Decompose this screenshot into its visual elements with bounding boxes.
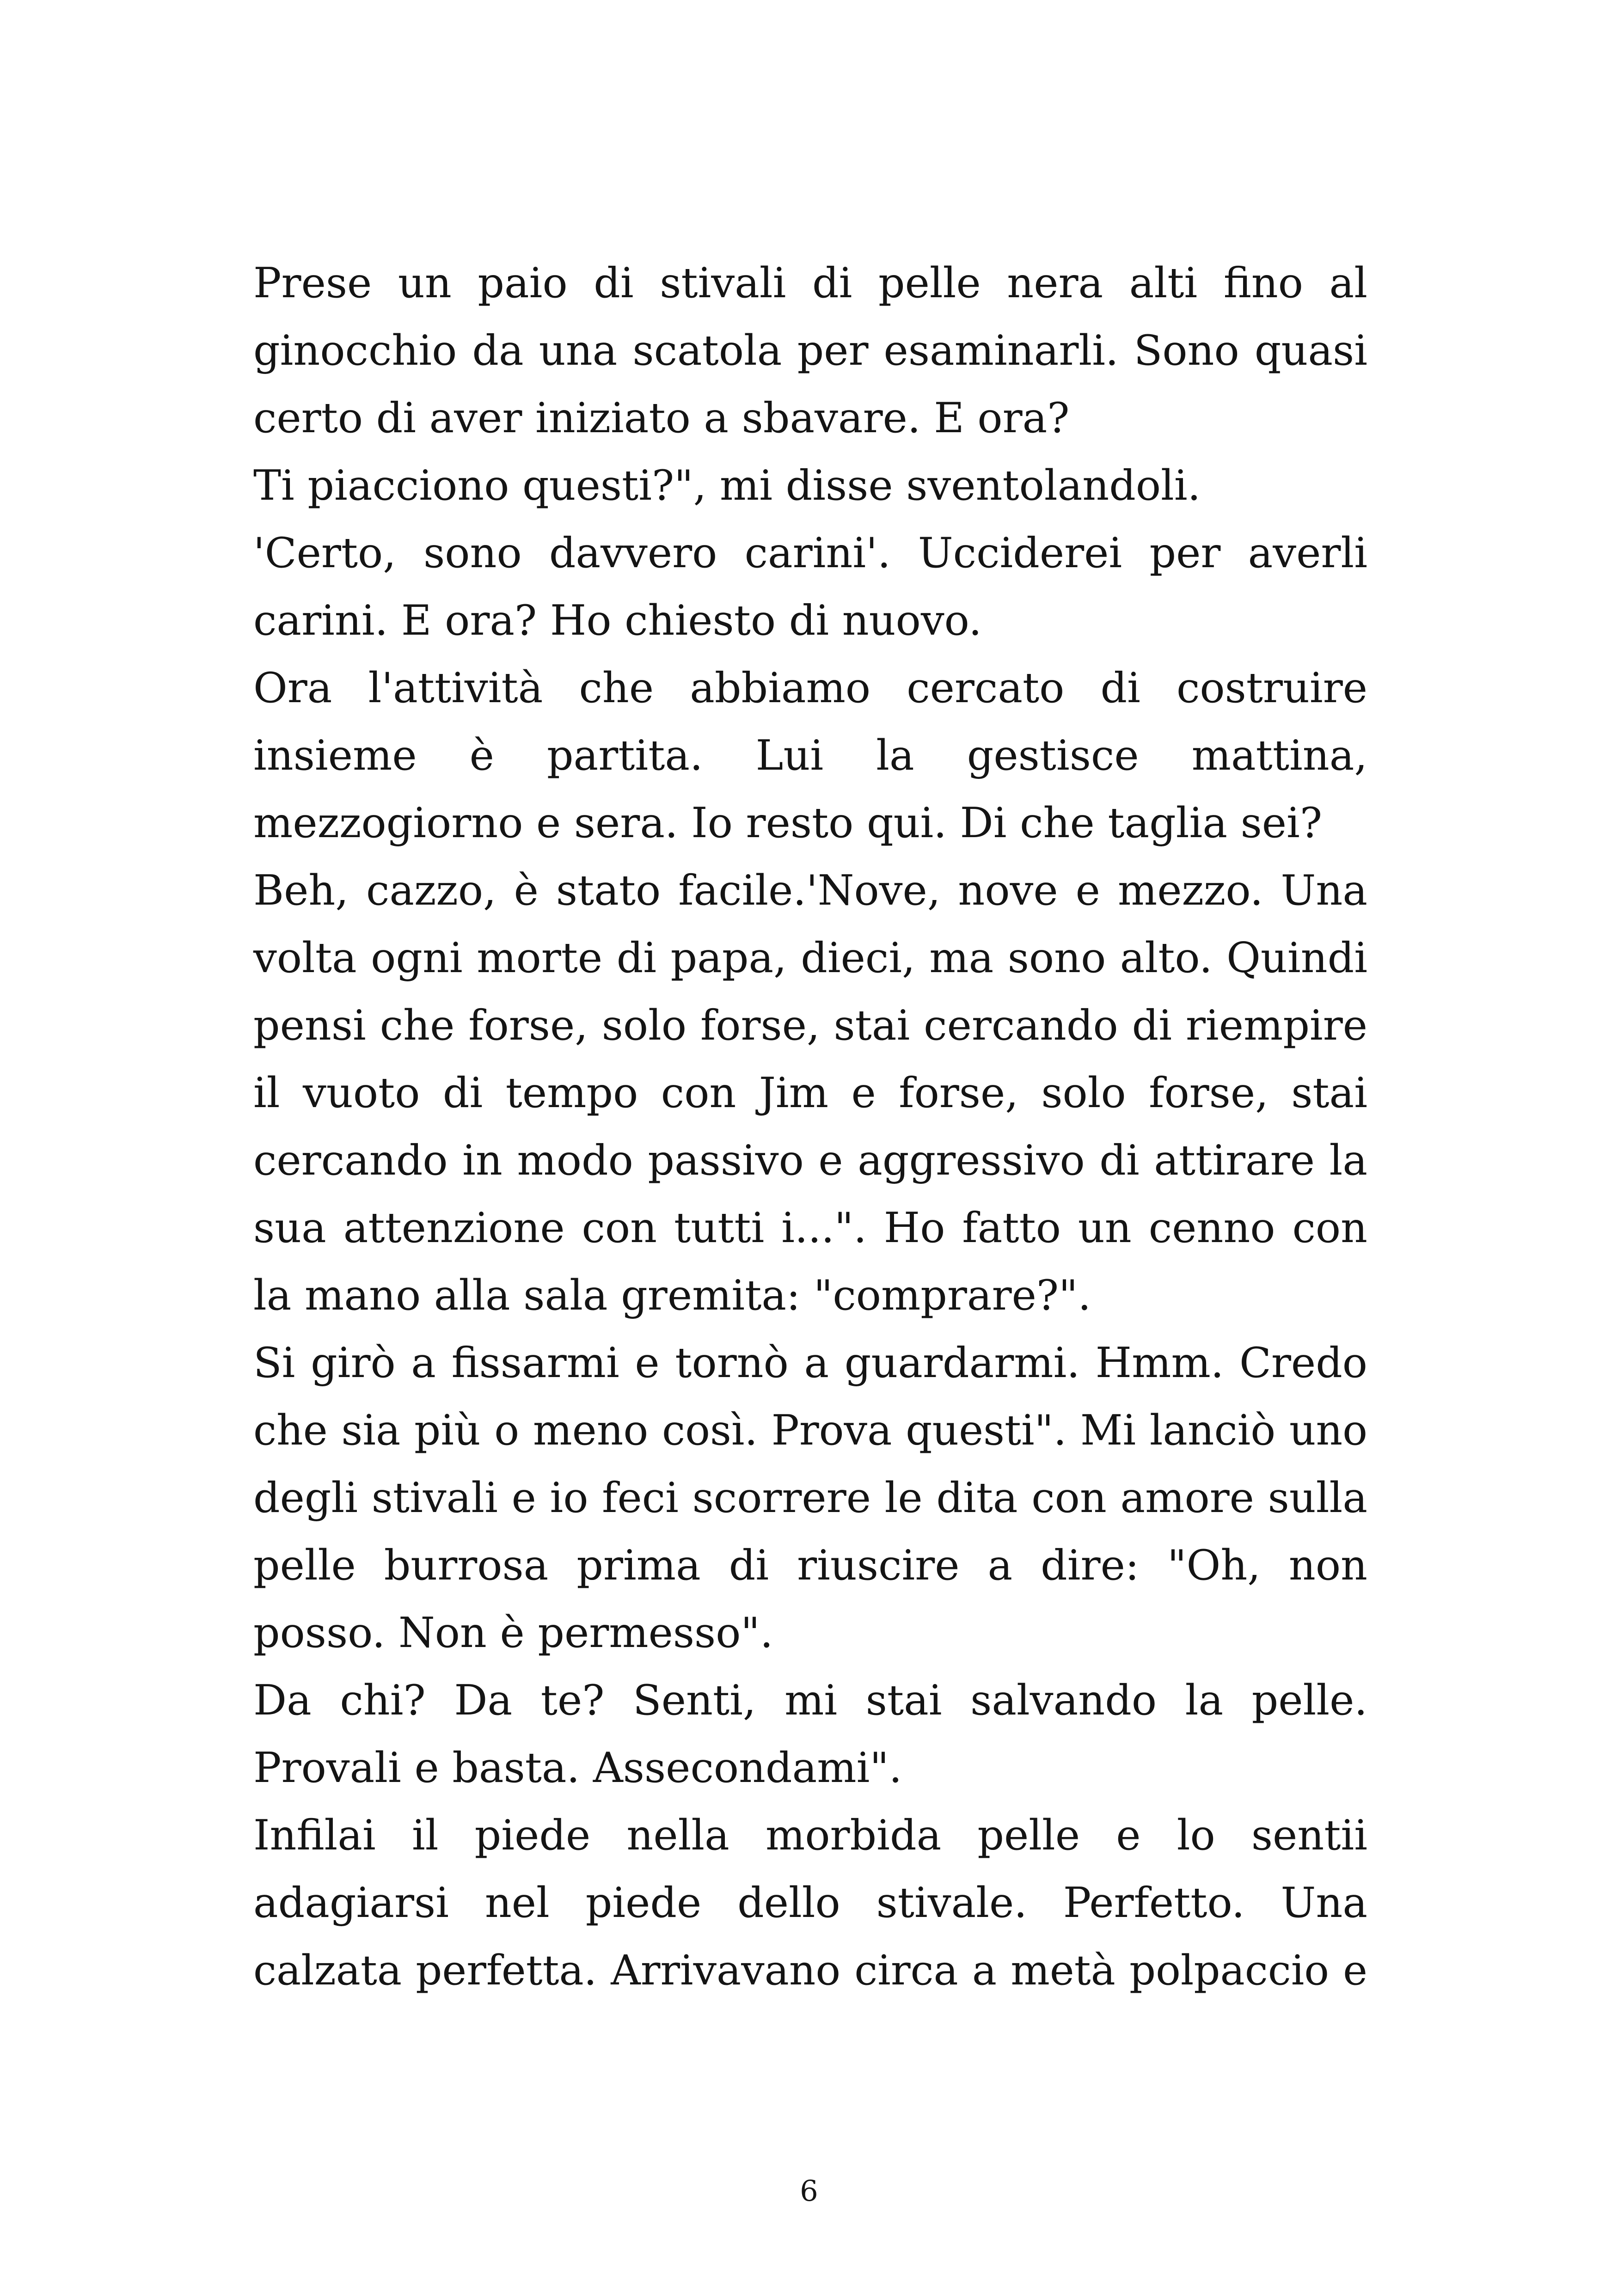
text-line: insieme è partita. Lui la gestisce mattina, bbox=[253, 731, 1367, 780]
text-line: degli stivali e io feci scorrere le dita con amore sulla bbox=[253, 1474, 1367, 1522]
text-line: Ti piacciono questi?", mi disse sventolandoli. bbox=[253, 461, 1201, 510]
text-line: Prese un paio di stivali di pelle nera alti fino al bbox=[253, 259, 1367, 307]
text-line: cercando in modo passivo e aggressivo di attirare la bbox=[253, 1136, 1367, 1185]
page-number: 6 bbox=[800, 2174, 818, 2208]
text-line: che sia più o meno così. Prova questi". Mi lanciò uno bbox=[253, 1407, 1367, 1455]
text-line: volta ogni morte di papa, dieci, ma sono alto. Quindi bbox=[253, 934, 1367, 982]
text-line: la mano alla sala gremita: "comprare?". bbox=[253, 1271, 1091, 1320]
text-line: calzata perfetta. Arrivavano circa a metà polpaccio e bbox=[253, 1947, 1367, 1995]
text-line: posso. Non è permesso". bbox=[253, 1609, 773, 1657]
text-line: 'Certo, sono davvero carini'. Ucciderei per averli bbox=[253, 529, 1367, 577]
text-line: Beh, cazzo, è stato facile.'Nove, nove e mezzo. Una bbox=[253, 866, 1367, 915]
body-text bbox=[253, 250, 1367, 2004]
text-line: Provali e basta. Assecondami". bbox=[253, 1744, 902, 1792]
text-line: Da chi? Da te? Senti, mi stai salvando la pelle. bbox=[253, 1676, 1367, 1725]
text-line: pelle burrosa prima di riuscire a dire: "Oh, non bbox=[253, 1541, 1367, 1590]
text-line: il vuoto di tempo con Jim e forse, solo forse, stai bbox=[253, 1069, 1367, 1117]
text-line: pensi che forse, solo forse, stai cercando di riempire bbox=[253, 1001, 1367, 1050]
text-line: sua attenzione con tutti i...". Ho fatto un cenno con bbox=[253, 1204, 1367, 1252]
text-line: adagiarsi nel piede dello stivale. Perfetto. Una bbox=[253, 1879, 1367, 1927]
text-line: Infilai il piede nella morbida pelle e lo sentii bbox=[253, 1811, 1367, 1860]
text-line: mezzogiorno e sera. Io resto qui. Di che taglia sei? bbox=[253, 799, 1323, 847]
text-line: certo di aver iniziato a sbavare. E ora? bbox=[253, 394, 1070, 442]
text-line: Si girò a fissarmi e tornò a guardarmi. Hmm. Credo bbox=[253, 1339, 1367, 1387]
text-line: ginocchio da una scatola per esaminarli. Sono quasi bbox=[253, 326, 1367, 375]
text-line: Ora l'attività che abbiamo cercato di costruire bbox=[253, 664, 1367, 712]
text-line: carini. E ora? Ho chiesto di nuovo. bbox=[253, 596, 982, 645]
